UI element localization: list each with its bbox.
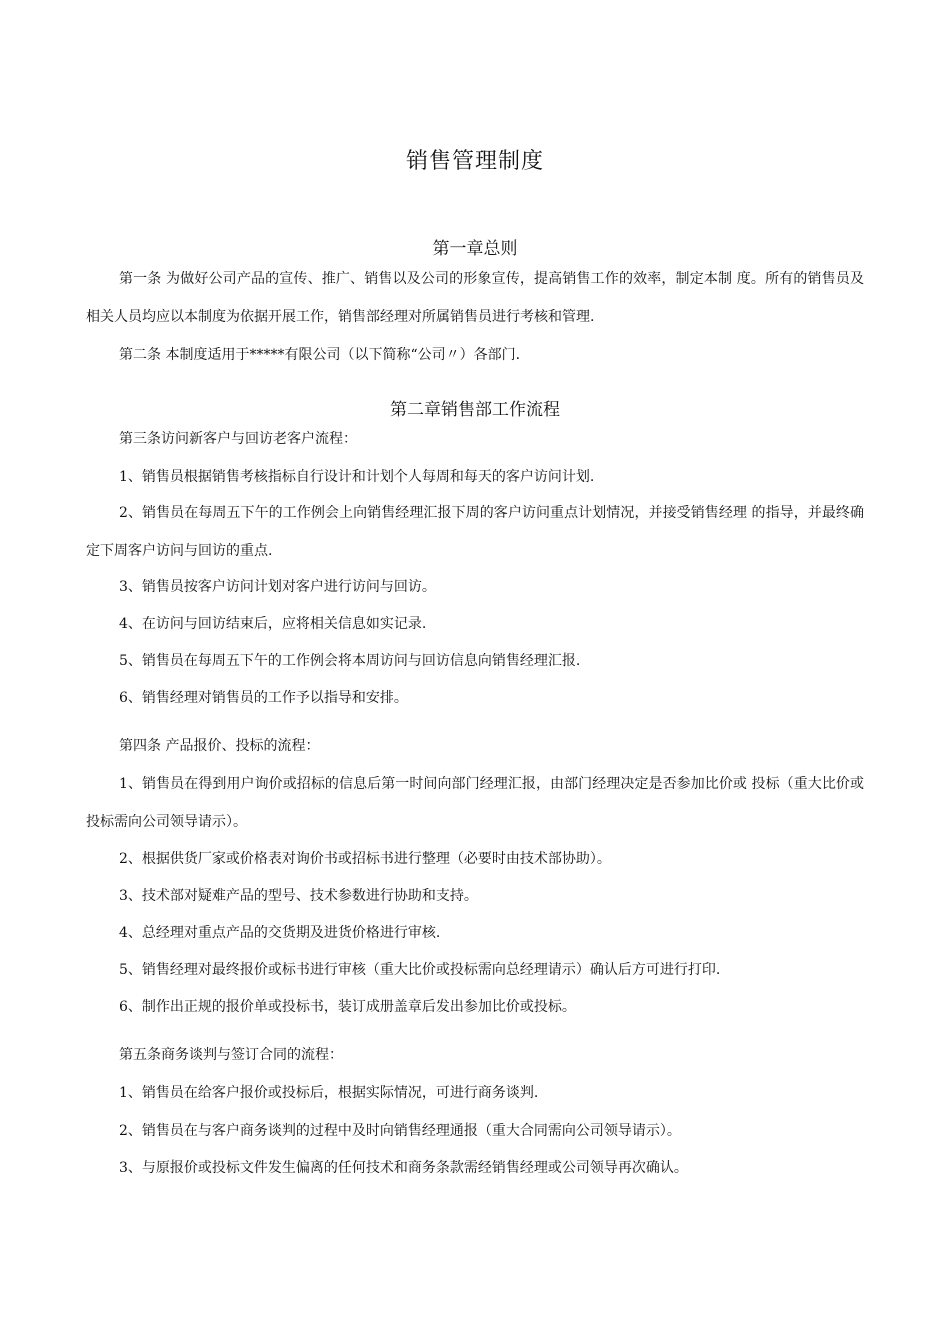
article-4-item: 4、总经理对重点产品的交货期及进货价格进行审核. xyxy=(119,925,441,941)
article-3-item: 1、销售员根据销售考核指标自行设计和计划个人每周和每天的客户访问计划. xyxy=(119,469,595,485)
article-2-paragraph: 第二条 本制度适用于*****有限公司（以下简称“公司〃）各部门. xyxy=(119,347,521,363)
article-1-paragraph: 第一条 为做好公司产品的宣传、推广、销售以及公司的形象宣传，提高销售工作的效率，制定本制 度。所有的销售员及相关人员均应以本制度为依据开展工作，销售部经理对所属销售员进行考核和管理. xyxy=(86,271,864,325)
article-4-item: 6、制作出正规的报价单或投标书，装订成册盖章后发出参加比价或投标。 xyxy=(119,999,576,1015)
article-5-item: 3、与原报价或投标文件发生偏离的任何技术和商务条款需经销售经理或公司领导再次确认。 xyxy=(119,1160,688,1176)
article-4-heading: 第四条 产品报价、投标的流程： xyxy=(119,738,320,754)
chapter-2-heading: 第二章销售部工作流程 xyxy=(390,400,560,420)
chapter-1-heading: 第一章总则 xyxy=(432,239,518,259)
article-4-item: 5、销售经理对最终报价或标书进行审核（重大比价或投标需向总经理请示）确认后方可进行打印. xyxy=(119,962,721,978)
document-title: 销售管理制度 xyxy=(405,149,544,174)
article-3-item: 3、销售员按客户访问计划对客户进行访问与回访。 xyxy=(119,579,436,595)
article-4-item: 2、根据供货厂家或价格表对询价书或招标书进行整理（必要时由技术部协助）。 xyxy=(119,851,611,867)
article-4-item: 1、销售员在得到用户询价或招标的信息后第一时间向部门经理汇报，由部门经理决定是否参加比价或 投标（重大比价或投标需向公司领导请示）。 xyxy=(86,776,864,830)
article-3-heading: 第三条访问新客户与回访老客户流程： xyxy=(119,431,357,447)
article-5-item: 2、销售员在与客户商务谈判的过程中及时向销售经理通报（重大合同需向公司领导请示）。 xyxy=(119,1123,681,1139)
article-5-heading: 第五条商务谈判与签订合同的流程： xyxy=(119,1047,343,1063)
article-5-item: 1、销售员在给客户报价或投标后，根据实际情况，可进行商务谈判. xyxy=(119,1085,539,1101)
article-3-item: 2、销售员在每周五下午的工作例会上向销售经理汇报下周的客户访问重点计划情况，并接受销售经理 的指导，并最终确定下周客户访问与回访的重点. xyxy=(86,505,864,559)
article-3-item: 6、销售经理对销售员的工作予以指导和安排。 xyxy=(119,690,408,706)
article-3-item: 4、在访问与回访结束后，应将相关信息如实记录. xyxy=(119,616,427,632)
article-4-item: 3、技术部对疑难产品的型号、技术参数进行协助和支持。 xyxy=(119,888,478,904)
article-3-item: 5、销售员在每周五下午的工作例会将本周访问与回访信息向销售经理汇报. xyxy=(119,653,581,669)
